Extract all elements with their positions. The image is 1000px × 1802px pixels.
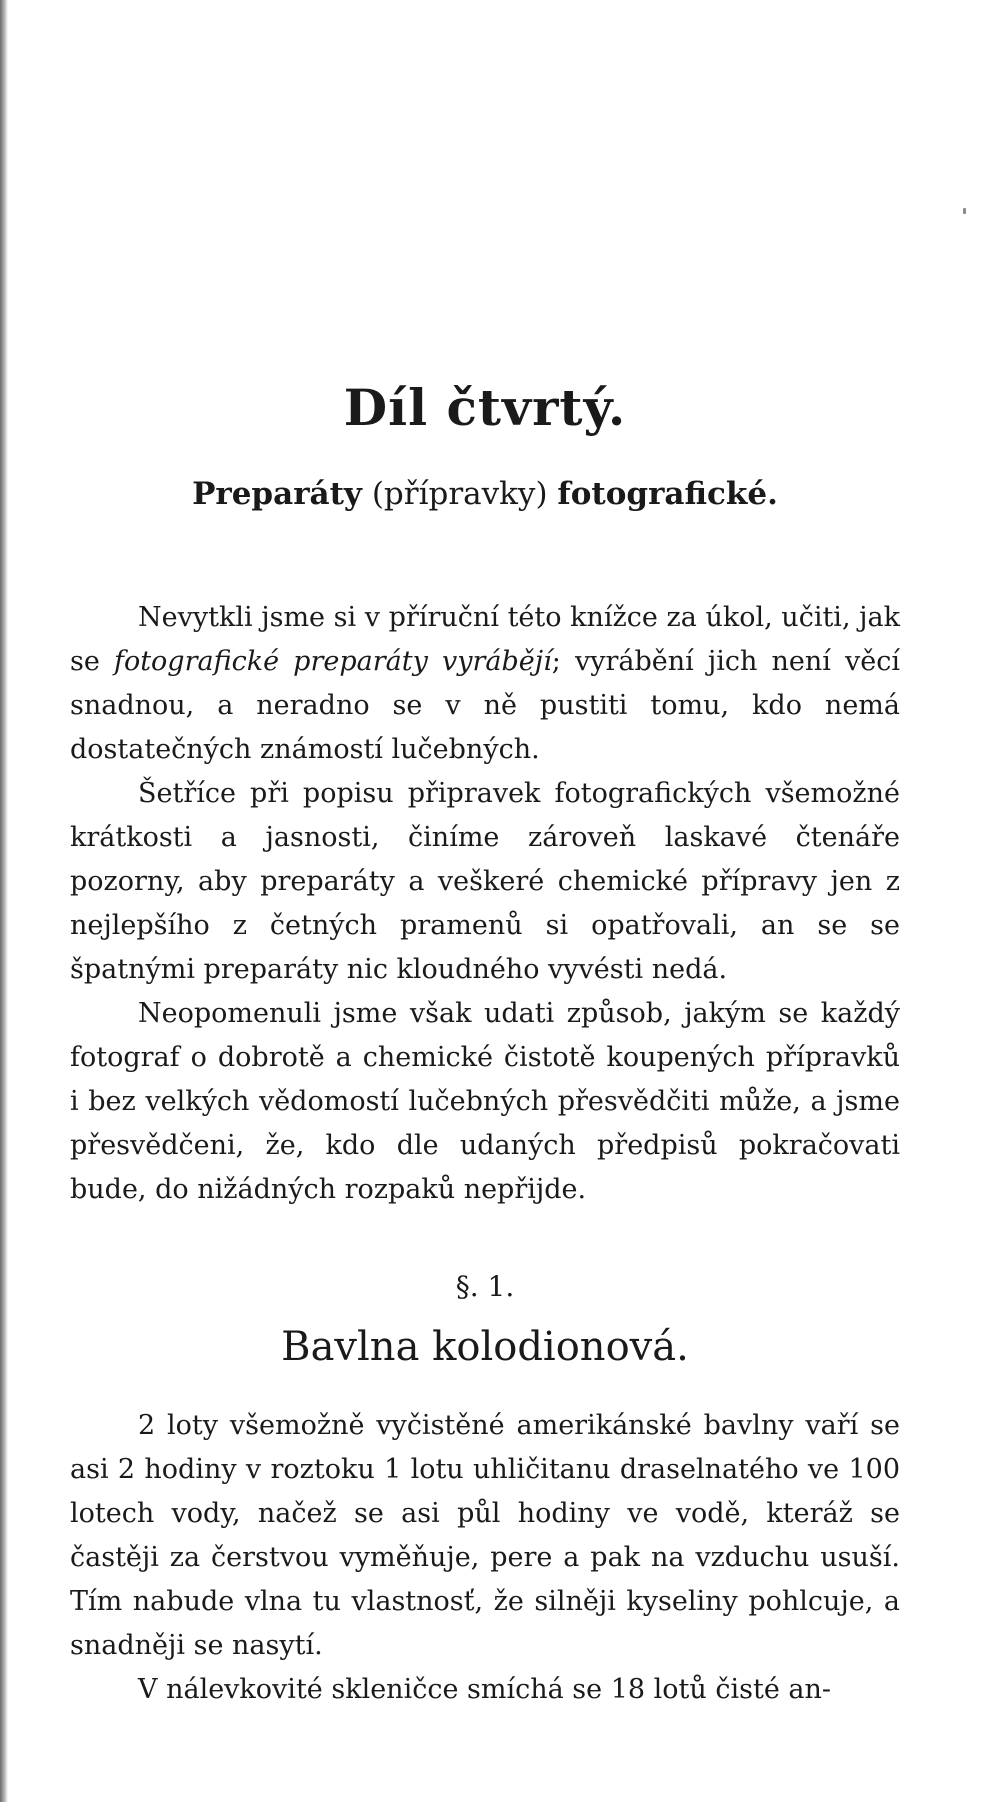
intro-p1-italic: fotografické preparáty vyrábějí bbox=[113, 646, 552, 677]
intro-p1-start: Nevytkli jsme si v příruční této knížce za úkol, učiti, jak se bbox=[70, 602, 900, 677]
section-paragraph-1: 2 loty všemožně vyčistěné amerikánské bavlny vaří se asi 2 hodiny v roztoku 1 lotu uhličitanu draselnatého ve 100 lotech vody, načež se asi půl hodiny ve vodě, kteráž se častěji za čerstvou vyměňuje, pere a pak na vzduchu usuší. Tím nabude vlna tu vlastnosť, že silněji kyseliny pohlcuje, a snadněji se nasytí. bbox=[70, 1410, 900, 1661]
paper-speck bbox=[963, 208, 966, 214]
book-spine-edge bbox=[0, 0, 8, 1802]
section-number: §. 1. bbox=[455, 1270, 515, 1303]
subtitle-parenthetical: (přípravky) bbox=[371, 476, 548, 512]
subtitle-word-preparaty: Preparáty bbox=[192, 476, 362, 512]
part-subtitle bbox=[70, 476, 900, 512]
section-paragraph-2: V nálevkovité skleničce smíchá se 18 lotů čisté an- bbox=[138, 1674, 831, 1705]
part-title: Díl čtvrtý. bbox=[343, 378, 627, 437]
intro-p1-end: ; vyrábění jich není věcí snadnou, a neradno se v ně pustiti tomu, kdo nemá dostatečných známostí lučebných. bbox=[70, 646, 900, 765]
intro-text bbox=[70, 596, 900, 1212]
intro-paragraph-2: Šetříce při popisu připravek fotografických všemožné krátkosti a jasnosti, činíme zároveň laskavé čtenáře pozorny, aby preparáty a veškeré chemické přípravy jen z nejlepšího z četných pramenů si opatřovali, an se se špatnými preparáty nic kloudného vyvésti nedá. bbox=[70, 778, 900, 985]
subtitle-word-fotograficke: fotografické. bbox=[557, 476, 778, 512]
section-title: Bavlna kolodionová. bbox=[281, 1324, 689, 1370]
intro-paragraph-3: Neopomenuli jsme však udati způsob, jakým se každý fotograf o dobrotě a chemické čistotě koupených přípravků i bez velkých vědomostí lučebných přesvědčiti může, a jsme přesvědčeni, že, kdo dle udaných předpisů pokračovati bude, do nižádných rozpaků nepřijde. bbox=[70, 998, 900, 1205]
book-page bbox=[70, 0, 900, 1802]
intro-paragraph-1 bbox=[70, 596, 900, 772]
section-body bbox=[70, 1404, 900, 1712]
